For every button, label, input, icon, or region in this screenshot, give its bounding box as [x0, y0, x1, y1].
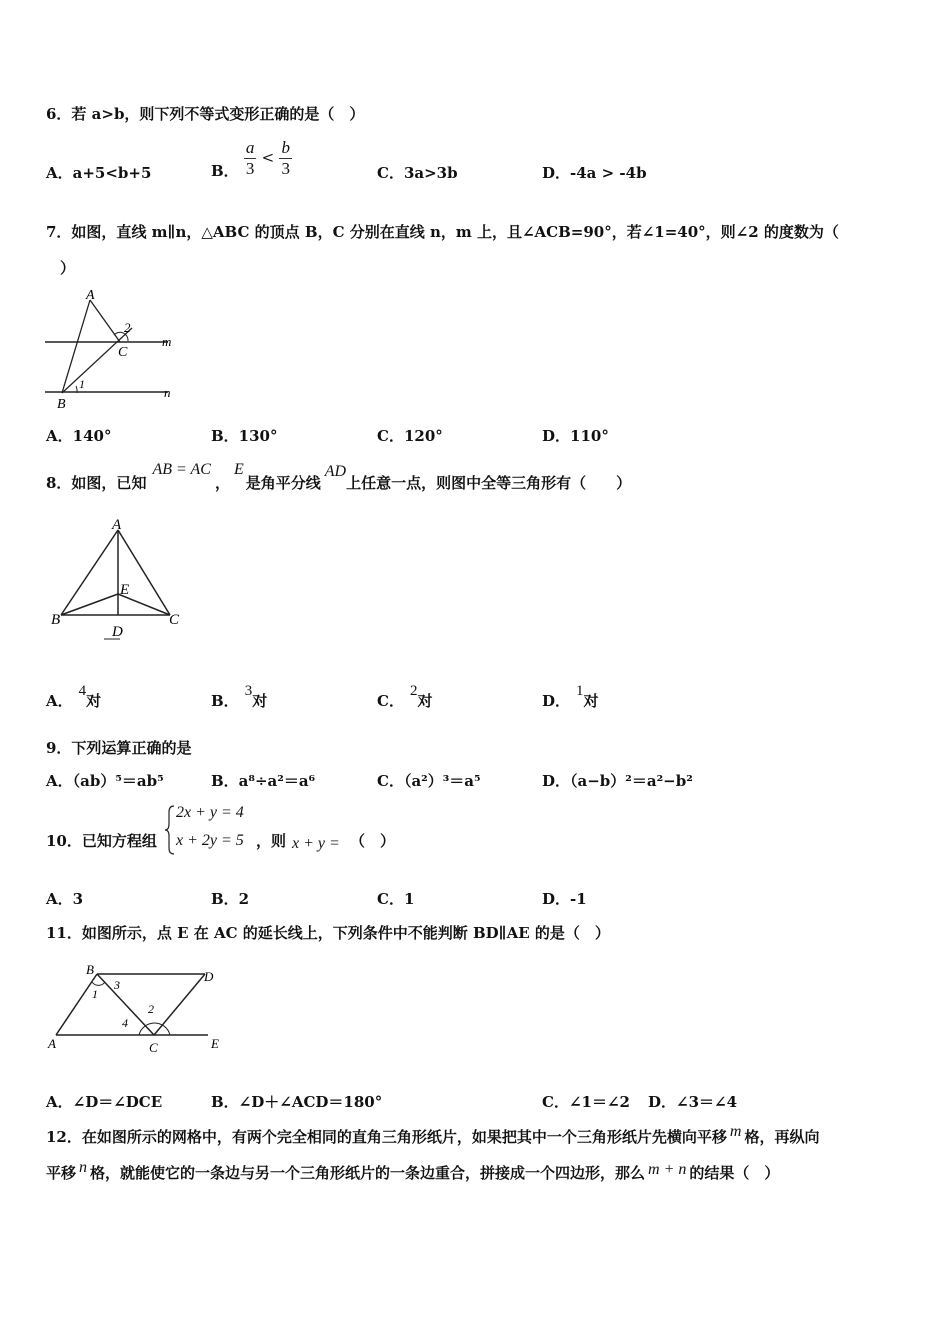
- q12-math-m-plus-n: m + n: [648, 1161, 687, 1178]
- q12-line2-pre: 平移: [46, 1164, 77, 1182]
- q9-stem: 9．下列运算正确的是: [46, 739, 192, 757]
- q9-option-a: A．（ab）⁵＝ab⁵: [46, 772, 164, 790]
- q7-label-m: m: [162, 334, 172, 349]
- q11-label-e: E: [211, 1036, 219, 1051]
- q8-option-a: A．4对: [46, 683, 102, 710]
- q8-label-e: E: [120, 582, 130, 598]
- q12-line1-pre: 12．在如图所示的网格中，有两个完全相同的直角三角形纸片，如果把其中一个三角形纸片先横向平移: [46, 1128, 727, 1146]
- q7-label-a: A: [86, 288, 95, 303]
- q8-label-d: D: [112, 624, 123, 640]
- q8-option-b: B．3对: [211, 683, 268, 710]
- q6-fraction-b3: $\frac{b}{3}$: [281, 138, 290, 178]
- q6-option-d: D．-4a > -4b: [542, 164, 647, 182]
- q8-math-e: E: [233, 461, 244, 478]
- q8-label-c: C: [169, 612, 180, 628]
- q6-option-b-label: B．: [211, 162, 239, 180]
- q11-label-b: B: [86, 962, 94, 977]
- q6-stem: 6．若 a>b，则下列不等式变形正确的是（ ）: [46, 105, 365, 123]
- q11-stem: 11．如图所示，点 E 在 AC 的延长线上，下列条件中不能判断 BD∥AE 的是（ ）: [46, 924, 610, 942]
- q6-option-b: [211, 136, 292, 181]
- q8-comma: ，: [214, 474, 230, 492]
- q7-label-n: n: [164, 385, 171, 400]
- q8-stem-mid: 是角平分线: [245, 474, 321, 492]
- q10-option-c: C．1: [377, 890, 415, 908]
- q11-label-d: D: [204, 969, 214, 984]
- q8-label-a: A: [112, 517, 122, 533]
- q7-option-a: A．140°: [46, 427, 112, 445]
- q10-expr: x + y =: [292, 835, 340, 852]
- q12-line2-post: 的结果（ ）: [689, 1164, 780, 1182]
- q7-figure: [40, 285, 185, 410]
- q7-stem: 7．如图，直线 m∥n，△ABC 的顶点 B，C 分别在直线 n，m 上，且∠ACB=90°，若∠1=40°，则∠2 的度数为（: [46, 223, 839, 241]
- q10-stem-post: （ ）: [350, 832, 396, 850]
- q11-label-c: C: [149, 1040, 158, 1055]
- q12-math-n: n: [79, 1159, 88, 1176]
- q11-option-a: A．∠D＝∠DCE: [46, 1093, 163, 1111]
- q8-stem: [46, 461, 632, 493]
- q8-stem-pre: 8．如图，已知: [46, 474, 147, 492]
- q11-option-c: C．∠1＝∠2: [542, 1093, 630, 1111]
- q11-angle-3: 3: [114, 978, 120, 992]
- q11-figure: [42, 960, 232, 1060]
- q10-option-a: A．3: [46, 890, 84, 908]
- q11-option-d: D．∠3＝∠4: [648, 1093, 738, 1111]
- q6-option-c: C．3a>3b: [377, 164, 458, 182]
- q10-option-b: B．2: [211, 890, 250, 908]
- q7-option-b: B．130°: [211, 427, 278, 445]
- q7-angle-1: 1: [79, 377, 85, 391]
- q8-math-ab-ac: AB = AC: [152, 461, 211, 478]
- q8-stem-post: 上任意一点，则图中全等三角形有（ ）: [346, 474, 632, 492]
- q11-option-b: B．∠D＋∠ACD＝180°: [211, 1093, 383, 1111]
- q11-angle-1: 1: [92, 987, 98, 1001]
- q12-line1-post: 格，再纵向: [744, 1128, 820, 1146]
- q7-label-c: C: [118, 345, 128, 360]
- q8-option-c: C．2对: [377, 683, 433, 710]
- q12-math-m: m: [729, 1123, 742, 1140]
- q9-option-c: C．（a²）³＝a⁵: [377, 772, 481, 790]
- q8-figure: [48, 512, 188, 647]
- q12-line-1: [46, 1123, 820, 1147]
- q8-label-b: B: [51, 612, 61, 628]
- q10-option-d: D．-1: [542, 890, 587, 908]
- q7-option-c: C．120°: [377, 427, 443, 445]
- q10-stem-pre: 10．已知方程组: [46, 832, 157, 850]
- q8-math-ad: AD: [324, 463, 347, 480]
- q9-option-d: D．（a−b）²＝a²−b²: [542, 772, 693, 790]
- q11-angle-2: 2: [148, 1002, 154, 1016]
- q10-stem-mid: ，则: [256, 832, 287, 850]
- q12-line2-mid: 格，就能使它的一条边与另一个三角形纸片的一条边重合，拼接成一个四边形，那么: [90, 1164, 646, 1182]
- q7-stem-cont: ）: [60, 259, 76, 277]
- q11-label-a: A: [48, 1036, 56, 1051]
- q10-equation-2: x + 2y = 5: [176, 832, 244, 849]
- q7-label-b: B: [57, 397, 66, 410]
- q7-option-d: D．110°: [542, 427, 609, 445]
- q9-option-b: B．a⁸÷a²＝a⁶: [211, 772, 316, 790]
- q6-option-a: A．a+5<b+5: [46, 164, 152, 182]
- q12-line-2: [46, 1159, 780, 1183]
- q7-angle-2: 2: [124, 320, 131, 335]
- q6-less-than: <: [261, 148, 275, 167]
- q10-equation-1: 2x + y = 4: [176, 804, 244, 821]
- q10-brace: [164, 804, 176, 856]
- q6-fraction-a3: $\frac{a}{3}$: [245, 138, 255, 178]
- q8-option-d: D．1对: [542, 683, 599, 710]
- q11-angle-4: 4: [122, 1016, 128, 1030]
